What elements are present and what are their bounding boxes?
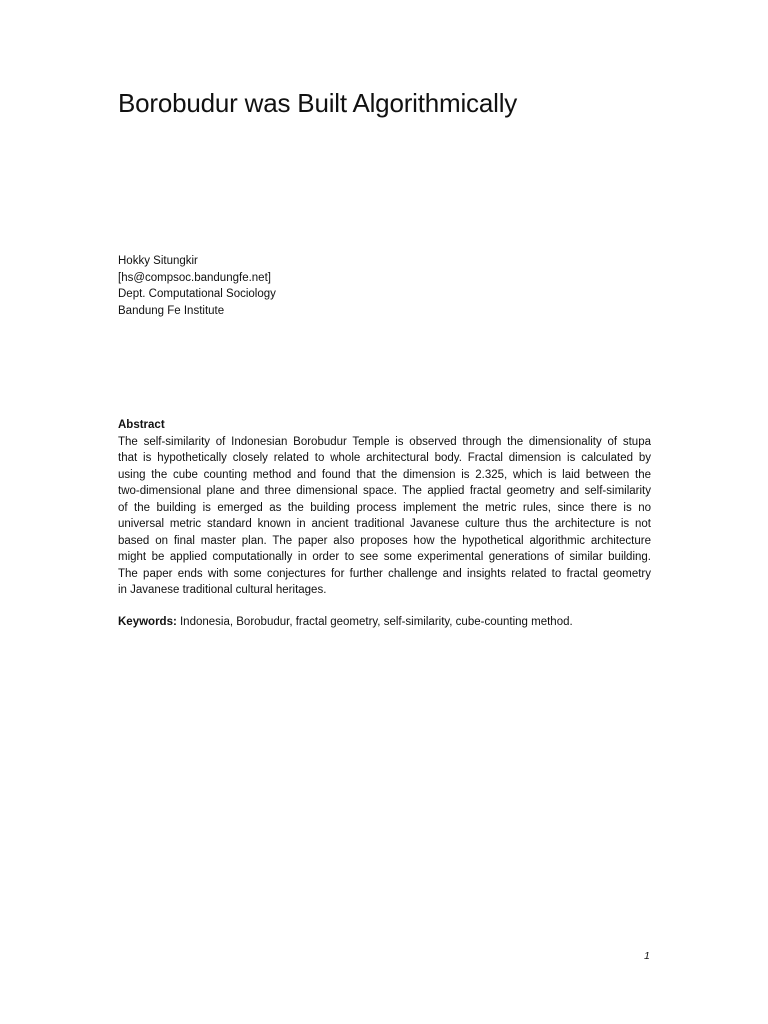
abstract-line: using the cube counting method and found that the dimension is 2.325, which is laid between the bbox=[118, 468, 651, 481]
author-department: Dept. Computational Sociology bbox=[118, 288, 276, 300]
abstract-line: The self-similarity of Indonesian Borobudur Temple is observed through the dimensionality of stupa bbox=[118, 435, 651, 448]
abstract-line: might be applied computationally in order to see some experimental generations of similar building. bbox=[118, 551, 651, 563]
abstract-line: universal metric standard known in ancient traditional Javanese culture thus the architecture is not bbox=[118, 518, 651, 530]
author-block bbox=[118, 253, 276, 319]
author-institute: Bandung Fe Institute bbox=[118, 304, 225, 317]
abstract-line: of the building is emerged as the building process implement the metric rules, since there is no bbox=[118, 501, 651, 514]
abstract-line: that is hypothetically closely related to whole architectural body. Fractal dimension is calculated by bbox=[118, 452, 651, 464]
abstract-heading: Abstract bbox=[118, 419, 165, 431]
page-number: 1 bbox=[644, 950, 650, 962]
abstract-section bbox=[118, 417, 651, 599]
keywords-label: Keywords: bbox=[118, 616, 177, 628]
abstract-line: based on final master plan. The paper also proposes how the hypothetical algorithmic architecture bbox=[118, 534, 651, 547]
abstract-line: in Javanese traditional cultural heritages. bbox=[118, 584, 327, 596]
author-email: [hs@compsoc.bandungfe.net] bbox=[118, 271, 271, 284]
abstract-line: two-dimensional plane and three dimensional space. The applied fractal geometry and self-similarity bbox=[118, 485, 651, 497]
keywords-line bbox=[118, 614, 573, 631]
abstract-line: The paper ends with some conjectures for further challenge and insights related to fractal geometry bbox=[118, 567, 651, 580]
abstract-body bbox=[118, 434, 651, 599]
author-name: Hokky Situngkir bbox=[118, 255, 198, 267]
paper-title: Borobudur was Built Algorithmically bbox=[118, 88, 518, 118]
keywords-text: Indonesia, Borobudur, fractal geometry, self-similarity, cube-counting method. bbox=[176, 616, 573, 628]
